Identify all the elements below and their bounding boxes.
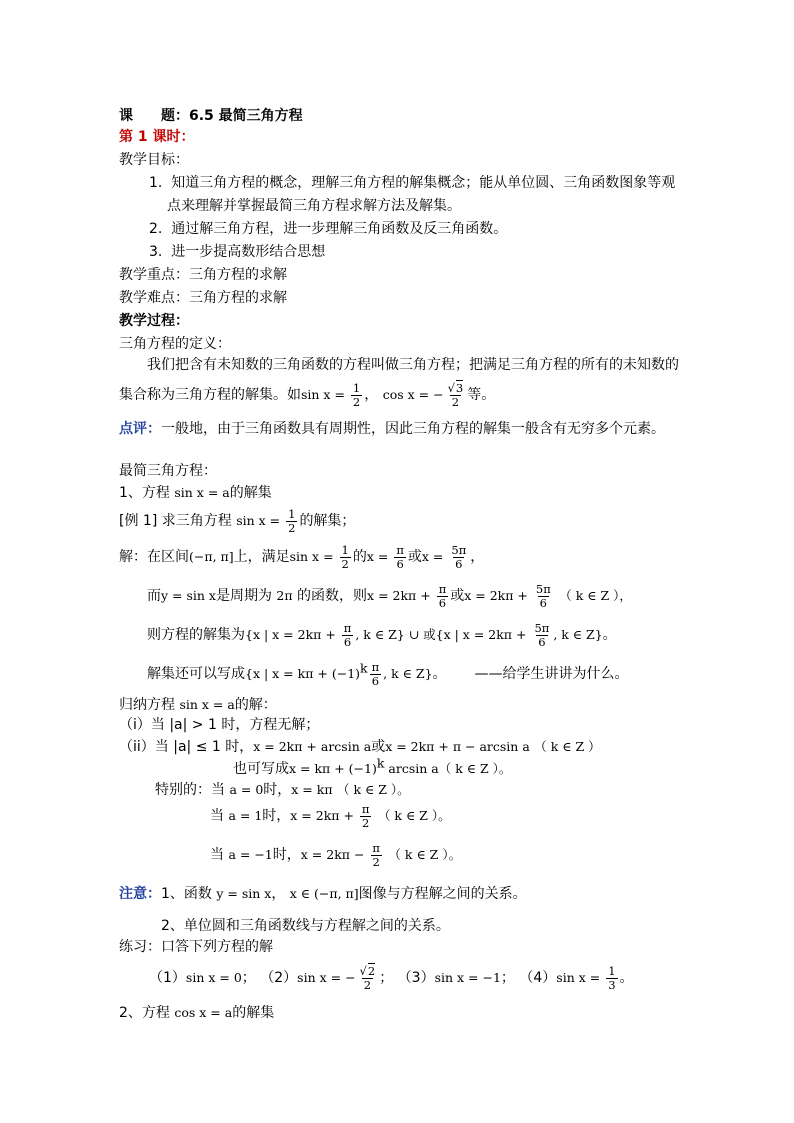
example-post: 的解集； (299, 513, 356, 529)
fraction-denominator: 6 (396, 556, 404, 571)
fraction-numerator: π (343, 620, 352, 635)
summary-text: 当 (210, 808, 229, 824)
fraction-5pi-6 (449, 544, 468, 571)
note-text: ， (271, 886, 290, 902)
fraction-numerator: π (371, 659, 380, 674)
summary-text: 时， (262, 808, 291, 824)
equation: x = kπ (291, 782, 333, 797)
fraction-denominator: 6 (438, 595, 447, 610)
solution-text: 而 (147, 588, 161, 604)
fraction-5pi-6 (534, 583, 553, 610)
objective-num: 1. (149, 175, 163, 191)
comma: ， (364, 387, 379, 403)
objective-num: 2. (149, 221, 163, 237)
comment-text: 一般地，由于三角函数具有周期性，因此三角方程的解集一般含有无穷多个元素。 (161, 421, 665, 437)
note-line-1 (119, 885, 527, 903)
equation: x = 2kπ + π − arcsin a (385, 739, 530, 754)
sin-equation: sin x = (301, 387, 349, 402)
summary-text: 当 (210, 847, 229, 863)
fraction-sqrt3-over-2 (446, 382, 466, 409)
equation: sin x = (289, 549, 338, 564)
sqrt-radicand: 3 (455, 380, 464, 395)
objective-text: 知道三角方程的概念，理解三角方程的解集概念；能从单位圆、三角函数图象等观 (171, 175, 676, 191)
solution-text: 。 (602, 627, 617, 643)
equation: sin x = (556, 970, 605, 985)
subsection-pre: 2、方程 (119, 1005, 175, 1021)
solution-line-2 (147, 581, 632, 611)
summary-text: 的解： (234, 697, 277, 713)
solution-text: 解：在区间 (119, 549, 189, 565)
cos-equation: cos x = − (382, 387, 444, 402)
separator: ； (241, 970, 256, 986)
summary-also (233, 755, 512, 778)
equation: x = 2kπ + arcsin a (253, 739, 372, 754)
exponent-k: k (360, 660, 368, 676)
definition-line-2 (119, 380, 495, 410)
fraction-5pi-6 (532, 622, 551, 649)
separator: 。 (619, 970, 634, 986)
fraction-numerator: 1 (608, 963, 616, 978)
definition-text: 集合称为三角方程的解集。如 (119, 387, 301, 403)
k-condition: （ k ∈ Z ）。 (388, 847, 462, 862)
note-label: 注意： (119, 886, 161, 902)
fraction-denominator: 2 (372, 854, 380, 869)
objectives-heading: 教学目标： (119, 152, 189, 168)
summary-case-1: （i）当 |a| > 1 时，方程无解； (119, 717, 320, 733)
solution-text: 。 (432, 666, 447, 682)
fraction-numerator: √2 (359, 963, 376, 978)
equation: sin x = −1 (434, 970, 501, 985)
fraction-pi-6 (342, 622, 354, 649)
summary-text: 时， (272, 847, 301, 863)
definition-line-1: 我们把含有未知数的三角函数的方程叫做三角方程；把满足三角方程的所有的未知数的 (147, 357, 679, 373)
fraction-numerator: π (438, 581, 447, 596)
note-line-2: 2、单位圆和三角函数线与方程解之间的关系。 (161, 918, 450, 934)
special-case-minus-1 (210, 840, 461, 870)
equation: x = 2kπ + (464, 588, 532, 603)
fraction-denominator: 2 (362, 815, 370, 830)
equation: a = 1 (228, 808, 263, 823)
fraction-sqrt2-over-2 (358, 965, 378, 992)
period-value: 2π (276, 588, 293, 603)
equation: sin x = − (297, 970, 356, 985)
fraction (286, 508, 297, 535)
fraction-denominator: 2 (341, 556, 349, 571)
solution-set-line (147, 620, 617, 650)
objective-num: 3. (149, 244, 163, 260)
example-1 (119, 506, 355, 536)
summary-text: 时， (263, 782, 292, 798)
equation: y = sin x (216, 886, 272, 901)
fraction-half (351, 382, 362, 409)
fraction-numerator: 1 (341, 542, 349, 557)
separator: ； (379, 970, 394, 986)
subsection-1 (119, 484, 272, 502)
solution-text: 则方程的解集为 (147, 627, 245, 643)
key-point: 教学重点：三角方程的求解 (119, 267, 287, 283)
set-expression: {x | x = 2kπ + (245, 627, 340, 642)
solution-text: 的 (352, 549, 367, 565)
objective-2 (149, 220, 507, 238)
solution-text: 上，满足 (233, 549, 290, 565)
fraction-denominator: 6 (455, 556, 463, 571)
practice-label: （3） (397, 970, 435, 986)
fraction-one-third (606, 965, 617, 992)
summary-text: 归纳方程 (119, 697, 180, 713)
summary-case-2 (119, 738, 601, 756)
objective-text: 进一步提高数形结合思想 (171, 244, 326, 260)
solution-text: 或 (450, 588, 465, 604)
fraction-denominator: 6 (343, 634, 352, 649)
fraction-numerator: π (372, 840, 380, 855)
fraction-numerator: √3 (447, 380, 464, 395)
solution-text: ， (470, 549, 485, 565)
objective-3 (149, 243, 325, 261)
solution-text: 或 (407, 549, 422, 565)
equation: x = 2kπ − (300, 847, 369, 862)
equation: a = −1 (228, 847, 273, 862)
set-expression: , k ∈ Z} (355, 627, 405, 642)
summary-text: 或 (371, 739, 386, 755)
special-case-0 (155, 781, 410, 799)
equation: arcsin a (384, 761, 439, 776)
equation: sin x = a (174, 485, 230, 500)
subsection-post: 的解集 (229, 485, 272, 501)
set-expression: , k ∈ Z} (383, 666, 433, 681)
fraction-numerator: π (396, 542, 404, 557)
lesson-label: 第 1 课时： (119, 129, 195, 145)
k-condition: （ k ∈ Z ）。 (438, 761, 512, 776)
practice-label: （2） (260, 970, 298, 986)
simplest-heading: 最简三角方程： (119, 463, 217, 479)
fraction-pi-2 (370, 842, 382, 869)
exponent-k: k (376, 755, 385, 771)
definition-end: 等。 (467, 387, 496, 403)
equation: y = sin x (161, 588, 216, 603)
title-label: 课 题： (119, 108, 189, 124)
equation: x = kπ + (−1) (289, 761, 377, 776)
fraction-pi-2 (360, 803, 372, 830)
fraction-denominator: 3 (608, 977, 616, 992)
fraction-denominator: 6 (538, 634, 546, 649)
equation: cos x = a (174, 1005, 233, 1020)
note-text: 图像与方程解之间的关系。 (358, 886, 527, 902)
fraction-numerator: 1 (352, 380, 361, 395)
summary-text: （ii）当 |a| ≤ 1 时， (119, 739, 254, 755)
title-line (119, 107, 303, 125)
fraction-numerator: 5π (534, 620, 550, 635)
k-condition: （ k ∈ Z ）， (559, 588, 632, 603)
objective-1-cont: 点来理解并掌握最简三角方程求解方法及解集。 (167, 198, 461, 214)
k-condition: （ k ∈ Z ） (534, 739, 601, 754)
subsection-pre: 1、方程 (119, 485, 175, 501)
summary-text: 也可写成 (233, 761, 289, 777)
fraction-pi-6 (437, 583, 449, 610)
set-expression: {x | x = kπ + (−1) (245, 666, 361, 681)
sqrt-radicand: 2 (367, 963, 376, 978)
fraction-denominator: 2 (363, 977, 372, 992)
title-value: 6.5 最简三角方程 (189, 108, 303, 124)
equation: x = 2kπ + (367, 588, 435, 603)
equation: a = 0 (229, 782, 264, 797)
solution-text: 的函数，则 (297, 588, 368, 604)
example-pre: [例 1] 求三角方程 (119, 513, 237, 529)
teacher-note: ——给学生讲讲为什么。 (474, 666, 629, 682)
subsection-post: 的解集 (232, 1005, 275, 1021)
fraction-numerator: 5π (451, 542, 467, 557)
fraction-pi-6 (394, 544, 406, 571)
practice-label: （4） (519, 970, 557, 986)
equation: sin x = (236, 513, 285, 528)
k-condition: （ k ∈ Z ）。 (377, 808, 451, 823)
practice-items (149, 961, 634, 995)
set-expression: {x | x = 2kπ + (435, 627, 531, 642)
k-condition: （ k ∈ Z ）。 (337, 782, 410, 797)
summary-heading (119, 696, 277, 714)
special-case-1 (210, 801, 451, 831)
fraction-pi-6 (370, 661, 382, 688)
set-expression: , k ∈ Z} (553, 627, 603, 642)
fraction-numerator: π (361, 801, 370, 816)
solution-text: 解集还可以写成 (147, 666, 245, 682)
fraction-denominator: 2 (288, 520, 296, 535)
separator: ； (500, 970, 515, 986)
fraction-denominator: 6 (539, 595, 547, 610)
fraction-denominator: 2 (352, 394, 361, 409)
solution-line-1 (119, 542, 484, 572)
alt-solution-line (147, 659, 629, 689)
fraction (340, 544, 351, 571)
fraction-numerator: 5π (535, 581, 551, 596)
practice-heading: 练习：口答下列方程的解 (119, 939, 273, 955)
union-or: ∪ 或 (404, 627, 436, 642)
interval: (−π, π] (189, 549, 234, 564)
fraction-denominator: 2 (451, 394, 460, 409)
objective-1 (149, 174, 675, 192)
equation: x = (421, 549, 448, 564)
domain: x ∈ (−π, π] (289, 886, 359, 901)
comment-label: 点评： (119, 421, 161, 437)
subsection-2 (119, 1004, 274, 1022)
difficulty: 教学难点：三角方程的求解 (119, 290, 287, 306)
comment-line (119, 420, 665, 438)
practice-label: （1） (149, 970, 186, 986)
solution-text: 是周期为 (215, 588, 272, 604)
fraction-numerator: 1 (288, 506, 296, 521)
process-heading: 教学过程： (119, 313, 189, 329)
objective-text: 通过解三角方程，进一步理解三角函数及反三角函数。 (171, 221, 508, 237)
definition-heading: 三角方程的定义： (119, 336, 231, 352)
fraction-denominator: 6 (371, 673, 380, 688)
equation: x = (366, 549, 393, 564)
summary-text: 特别的：当 (155, 782, 230, 798)
equation: x = 2kπ + (290, 808, 358, 823)
equation: sin x = 0 (185, 970, 242, 985)
equation: sin x = a (179, 697, 235, 712)
note-text: 1、函数 (161, 886, 217, 902)
